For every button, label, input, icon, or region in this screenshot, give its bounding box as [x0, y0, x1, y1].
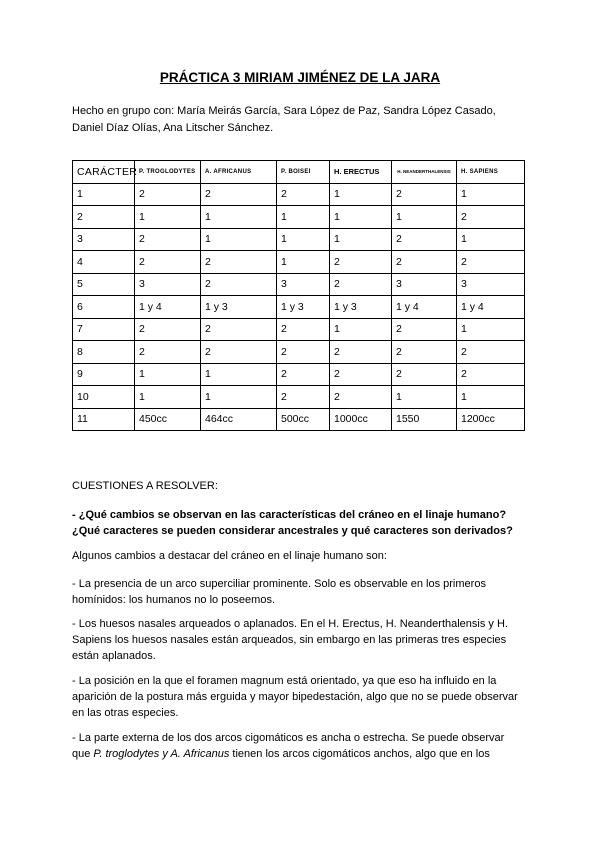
table-cell: 2 — [135, 341, 201, 364]
table-cell: 1 — [277, 206, 330, 229]
table-cell: 2 — [135, 251, 201, 274]
table-cell: 450cc — [135, 408, 201, 431]
paragraph-line: aparición de la postura más erguida y mayor bipedestación, algo que no se puede observar — [72, 691, 518, 703]
page-title: PRÁCTICA 3 MIRIAM JIMÉNEZ DE LA JARA — [159, 70, 441, 85]
answer-paragraph-2 — [72, 616, 542, 664]
table-cell: 2 — [392, 341, 457, 364]
characters-table — [72, 160, 525, 431]
table-row — [73, 363, 525, 386]
table-cell: 1000cc — [330, 408, 392, 431]
table-cell: 2 — [330, 341, 392, 364]
paragraph-line: Sapiens los huesos nasales están arqueados, sin embargo en las primeras tres especies — [72, 634, 507, 646]
paragraph-line: están aplanados. — [72, 650, 156, 662]
table-cell: 1 — [201, 363, 277, 386]
character-number-cell: 4 — [73, 251, 135, 274]
table-cell: 1 y 3 — [277, 296, 330, 319]
character-number-cell: 6 — [73, 296, 135, 319]
table-cell: 2 — [201, 183, 277, 206]
table-cell: 1550 — [392, 408, 457, 431]
question-line: ¿Qué caracteres se pueden considerar ancestrales y qué caracteres son derivados? — [72, 525, 513, 537]
table-cell: 1 y 4 — [392, 296, 457, 319]
table-cell: 1 — [135, 206, 201, 229]
table-cell: 2 — [201, 251, 277, 274]
character-number-cell: 5 — [73, 273, 135, 296]
table-cell: 1 — [392, 386, 457, 409]
table-cell: 2 — [457, 341, 525, 364]
header-h-erectus: H. ERECTUS — [330, 161, 392, 184]
character-number-cell: 3 — [73, 228, 135, 251]
answer-intro: Algunos cambios a destacar del cráneo en el linaje humano son: — [72, 550, 387, 562]
table-cell: 2 — [457, 363, 525, 386]
character-number-cell: 9 — [73, 363, 135, 386]
table-cell: 2 — [277, 183, 330, 206]
table-cell: 2 — [392, 363, 457, 386]
table-cell: 2 — [277, 363, 330, 386]
paragraph-line: homínidos: los humanos no lo poseemos. — [72, 594, 276, 606]
table-cell: 1 — [277, 228, 330, 251]
table-cell: 1 — [457, 228, 525, 251]
table-row — [73, 408, 525, 431]
table-cell: 2 — [201, 273, 277, 296]
table-cell: 2 — [392, 228, 457, 251]
paragraph-line: - La posición en la que el foramen magnum está orientado, ya que eso ha influido en la — [72, 675, 497, 687]
table-row — [73, 228, 525, 251]
table-cell: 2 — [201, 318, 277, 341]
table-cell: 1 — [201, 228, 277, 251]
table-row — [73, 341, 525, 364]
character-number-cell: 1 — [73, 183, 135, 206]
table-cell: 2 — [201, 341, 277, 364]
table-cell: 3 — [277, 273, 330, 296]
table-cell: 2 — [277, 386, 330, 409]
cuestiones-heading: CUESTIONES A RESOLVER: — [72, 480, 218, 492]
table-cell: 3 — [457, 273, 525, 296]
intro-paragraph — [72, 103, 542, 137]
table-cell: 2 — [392, 183, 457, 206]
table-cell: 2 — [330, 273, 392, 296]
table-row — [73, 206, 525, 229]
table-cell: 1 — [201, 206, 277, 229]
table-cell: 1 — [330, 183, 392, 206]
character-number-cell: 10 — [73, 386, 135, 409]
table-cell: 2 — [277, 341, 330, 364]
table-cell: 1 — [330, 206, 392, 229]
table-cell: 1 — [135, 386, 201, 409]
paragraph-line: - La parte externa de los dos arcos cigomáticos es ancha o estrecha. Se puede observar — [72, 732, 505, 744]
paragraph-line: - Los huesos nasales arqueados o aplanados. En el H. Erectus, H. Neanderthalensis y H. — [72, 618, 508, 630]
table-row — [73, 296, 525, 319]
table-cell: 1 — [330, 318, 392, 341]
table-row — [73, 273, 525, 296]
table-cell: 1 — [457, 183, 525, 206]
table-cell: 1 — [457, 386, 525, 409]
table-cell: 1 y 4 — [135, 296, 201, 319]
table-cell: 2 — [135, 183, 201, 206]
answer-paragraph-3 — [72, 673, 542, 721]
table-cell: 464cc — [201, 408, 277, 431]
character-number-cell: 11 — [73, 408, 135, 431]
header-a-africanus: A. AFRICANUS — [201, 161, 277, 184]
table-cell: 1 — [277, 251, 330, 274]
question — [72, 507, 542, 539]
species-italic: P. troglodytes y A. Africanus — [93, 748, 230, 760]
table-row — [73, 318, 525, 341]
table-row — [73, 183, 525, 206]
table-cell: 1 — [135, 363, 201, 386]
text-span: tienen los arcos cigomáticos anchos, algo que en los — [229, 748, 490, 760]
table-cell: 1 — [457, 318, 525, 341]
text-span: que — [72, 748, 94, 760]
table-row — [73, 386, 525, 409]
table-cell: 2 — [330, 386, 392, 409]
table-cell: 3 — [392, 273, 457, 296]
character-number-cell: 2 — [73, 206, 135, 229]
table-cell: 2 — [277, 318, 330, 341]
table-cell: 1200cc — [457, 408, 525, 431]
answer-paragraph-1 — [72, 576, 542, 608]
table-cell: 1 — [330, 228, 392, 251]
table-header-row — [73, 161, 525, 184]
table-cell: 2 — [392, 318, 457, 341]
character-number-cell: 7 — [73, 318, 135, 341]
header-p-boisei: P. BOISEI — [277, 161, 330, 184]
table-cell: 1 — [201, 386, 277, 409]
table-cell: 500cc — [277, 408, 330, 431]
header-p-troglodytes: P. TROGLODYTES — [135, 161, 201, 184]
table-cell: 1 — [392, 206, 457, 229]
table-cell: 2 — [135, 228, 201, 251]
intro-line: Daniel Díaz Olías, Ana Litscher Sánchez. — [72, 122, 274, 134]
table-cell: 3 — [135, 273, 201, 296]
header-h-neanderthalensis: H. NEANDERTHALENSIS — [392, 161, 457, 184]
table-cell: 2 — [330, 251, 392, 274]
table-cell: 2 — [135, 318, 201, 341]
table-cell: 1 y 3 — [330, 296, 392, 319]
question-line: - ¿Qué cambios se observan en las características del cráneo en el linaje humano? — [72, 509, 507, 521]
table-row — [73, 251, 525, 274]
table-cell: 2 — [457, 251, 525, 274]
table-cell: 2 — [330, 363, 392, 386]
answer-paragraph-4 — [72, 730, 542, 762]
header-caracter: CARÁCTER — [73, 161, 135, 184]
table-cell: 1 y 4 — [457, 296, 525, 319]
character-number-cell: 8 — [73, 341, 135, 364]
paragraph-line — [72, 746, 542, 762]
table-cell: 2 — [392, 251, 457, 274]
intro-line: Hecho en grupo con: María Meirás García, Sara López de Paz, Sandra López Casado, — [72, 105, 496, 117]
header-h-sapiens: H. SAPIENS — [457, 161, 525, 184]
table-cell: 1 y 3 — [201, 296, 277, 319]
paragraph-line: en las otras especies. — [72, 707, 179, 719]
table-cell: 2 — [457, 206, 525, 229]
paragraph-line: - La presencia de un arco superciliar prominente. Solo es observable en los primeros — [72, 578, 486, 590]
